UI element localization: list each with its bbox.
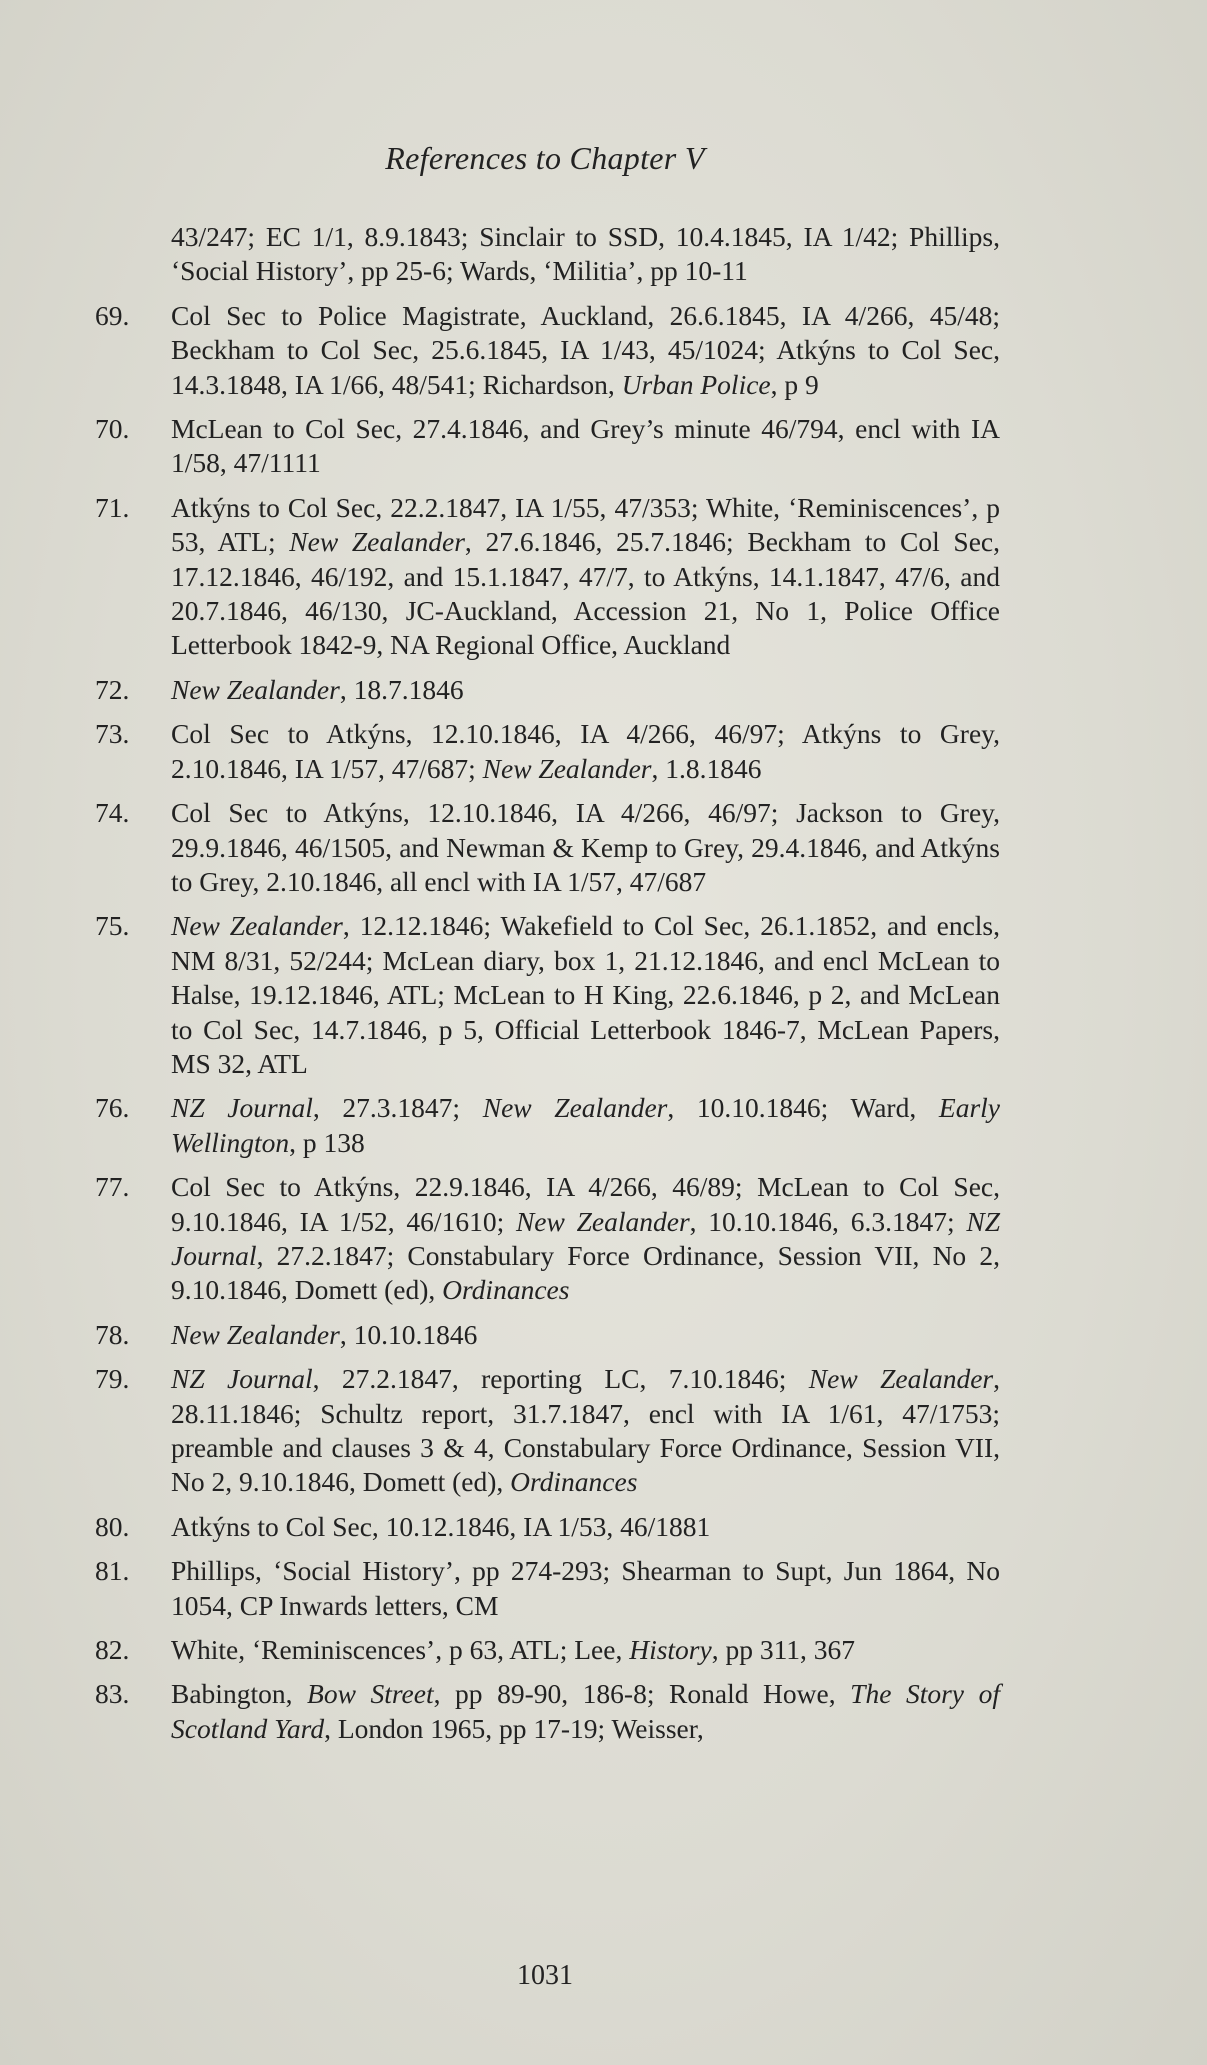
note-text: New Zealander, 18.7.1846 (171, 673, 464, 705)
reference-note (95, 1633, 1000, 1667)
reference-note (95, 673, 1000, 707)
note-text: Atkýns to Col Sec, 10.12.1846, IA 1/53, 46/1881 (171, 1510, 711, 1542)
note-text: Atkýns to Col Sec, 22.2.1847, IA 1/55, 47/353; White, ‘Reminiscences’, p 53, ATL; New Zealander, 27.6.1846, 25.7.1846; Beckham to Col Sec, 17.12.1846, 46/192, and 15.1.1847, 47/7, to Atkýns, 14.1.1847, 47/6, and 20.7.1846, 46/130, JC-Auckland, Accession 21, No 1, Police Office Letterbook 1842-9, NA Regional Office, Auckland (171, 491, 1000, 661)
reference-note (95, 717, 1000, 786)
note-text: 43/247; EC 1/1, 8.9.1843; Sinclair to SSD, 10.4.1845, IA 1/42; Phillips, ‘Social History’, pp 25-6; Wards, ‘Militia’, pp 10-11 (171, 221, 1000, 287)
note-number: 82. (95, 1634, 130, 1666)
note-text: NZ Journal, 27.2.1847, reporting LC, 7.10.1846; New Zealander, 28.11.1846; Schultz report, 31.7.1847, encl with IA 1/61, 47/1753; preamble and clauses 3 & 4, Constabulary Force Ordinance, Session VII, No 2, 9.10.1846, Domett (ed), Ordinances (171, 1363, 1000, 1498)
note-text: White, ‘Reminiscences’, p 63, ATL; Lee, History, pp 311, 367 (171, 1634, 856, 1666)
note-number: 73. (95, 718, 130, 750)
note-text: Phillips, ‘Social History’, pp 274-293; Shearman to Supt, Jun 1864, No 1054, CP Inwards letters, CM (171, 1555, 1000, 1621)
reference-note (95, 220, 1000, 289)
reference-note (95, 1170, 1000, 1308)
note-number: 75. (95, 910, 130, 942)
note-number: 69. (95, 299, 130, 331)
page-number: 1031 (517, 1960, 573, 1991)
note-text: Col Sec to Police Magistrate, Auckland, 26.6.1845, IA 4/266, 45/48; Beckham to Col Sec, 25.6.1845, IA 1/43, 45/1024; Atkýns to Col Sec, 14.3.1848, IA 1/66, 48/541; Richardson, Urban Police, p 9 (171, 299, 1000, 400)
reference-notes-list (95, 220, 1000, 1756)
reference-note (95, 796, 1000, 899)
note-text: Babington, Bow Street, pp 89-90, 186-8; Ronald Howe, The Story of Scotland Yard, London 1965, pp 17-19; Weisser, (171, 1678, 1000, 1744)
reference-note (95, 299, 1000, 402)
note-number: 79. (95, 1363, 130, 1395)
note-number: 70. (95, 413, 130, 445)
note-text: New Zealander, 12.12.1846; Wakefield to Col Sec, 26.1.1852, and encls, NM 8/31, 52/244; McLean diary, box 1, 21.12.1846, and encl McLean to Halse, 19.12.1846, ATL; McLean to H King, 22.6.1846, p 2, and McLean to Col Sec, 14.7.1846, p 5, Official Letterbook 1846-7, McLean Papers, MS 32, ATL (171, 910, 1000, 1079)
note-number: 81. (95, 1555, 130, 1587)
note-number: 80. (95, 1510, 130, 1542)
reference-note (95, 1554, 1000, 1623)
reference-note (95, 1510, 1000, 1544)
note-number (95, 220, 171, 289)
note-number: 72. (95, 673, 130, 705)
note-number: 71. (95, 491, 130, 523)
reference-note (95, 1362, 1000, 1500)
note-number: 83. (95, 1678, 130, 1710)
note-text: Col Sec to Atkýns, 12.10.1846, IA 4/266, 46/97; Jackson to Grey, 29.9.1846, 46/1505, and Newman & Kemp to Grey, 29.4.1846, and Atkýns to Grey, 2.10.1846, all encl with IA 1/57, 47/687 (171, 797, 1000, 897)
reference-note (95, 1677, 1000, 1746)
reference-note (95, 1091, 1000, 1160)
note-number: 78. (95, 1318, 130, 1350)
note-text: NZ Journal, 27.3.1847; New Zealander, 10.10.1846; Ward, Early Wellington, p 138 (171, 1092, 1001, 1158)
note-text: New Zealander, 10.10.1846 (171, 1318, 478, 1350)
note-text: Col Sec to Atkýns, 12.10.1846, IA 4/266, 46/97; Atkýns to Grey, 2.10.1846, IA 1/57, 47/687; New Zealander, 1.8.1846 (171, 718, 1000, 784)
reference-note (95, 412, 1000, 481)
note-text: McLean to Col Sec, 27.4.1846, and Grey’s minute 46/794, encl with IA 1/58, 47/1111 (171, 413, 1000, 479)
reference-note (95, 491, 1000, 663)
note-text: Col Sec to Atkýns, 22.9.1846, IA 4/266, 46/89; McLean to Col Sec, 9.10.1846, IA 1/52, 46/1610; New Zealander, 10.10.1846, 6.3.1847; NZ Journal, 27.2.1847; Constabulary Force Ordinance, Session VII, No 2, 9.10.1846, Domett (ed), Ordinances (171, 1171, 1000, 1306)
reference-note (95, 1318, 1000, 1352)
running-head: References to Chapter V (385, 140, 705, 176)
note-number: 74. (95, 797, 130, 829)
note-number: 76. (95, 1092, 130, 1124)
note-number: 77. (95, 1171, 130, 1203)
reference-note (95, 909, 1000, 1081)
